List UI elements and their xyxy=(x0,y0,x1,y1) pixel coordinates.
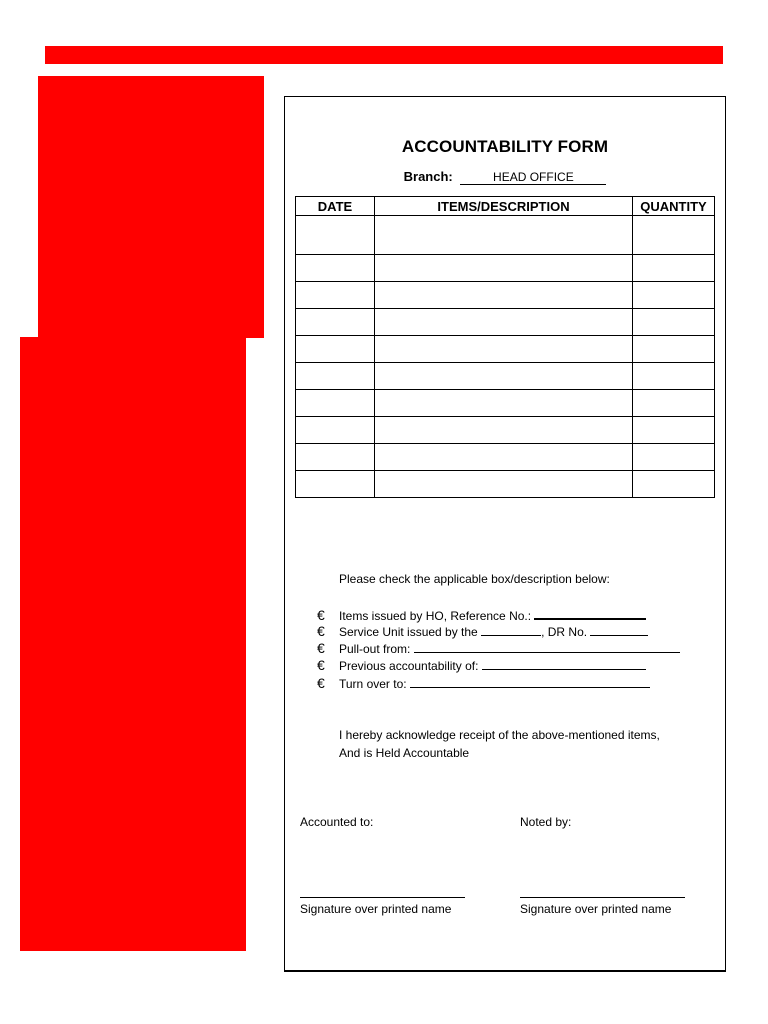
accounted-to-label: Accounted to: xyxy=(300,815,374,829)
quantity-cell[interactable] xyxy=(633,363,715,390)
date-cell[interactable] xyxy=(296,255,375,282)
checklist-item-service-unit[interactable] xyxy=(317,623,648,639)
description-cell[interactable] xyxy=(375,363,633,390)
column-header-quantity: QUANTITY xyxy=(633,197,715,216)
branch-line xyxy=(285,169,725,185)
previous-accountability-blank[interactable] xyxy=(482,657,646,670)
signature-caption-noted: Signature over printed name xyxy=(520,902,672,916)
checklist-label: Items issued by HO, Reference No.: xyxy=(339,609,532,623)
date-cell[interactable] xyxy=(296,390,375,417)
checklist-item-pull-out[interactable] xyxy=(317,640,680,656)
euro-sign-icon: € xyxy=(317,607,325,623)
table-row xyxy=(296,309,715,336)
description-cell[interactable] xyxy=(375,255,633,282)
table-row xyxy=(296,363,715,390)
signature-line-noted[interactable] xyxy=(520,897,685,898)
checklist-label: Pull-out from: xyxy=(339,642,411,656)
table-row xyxy=(296,417,715,444)
branch-label: Branch: xyxy=(403,169,453,184)
dr-no-blank[interactable] xyxy=(590,623,648,636)
euro-sign-icon: € xyxy=(317,640,325,656)
checklist-item-previous-accountability[interactable] xyxy=(317,657,646,673)
checklist-label: Service Unit issued by the xyxy=(339,625,478,639)
euro-sign-icon: € xyxy=(317,657,325,673)
check-instruction: Please check the applicable box/description below: xyxy=(339,572,610,586)
quantity-cell[interactable] xyxy=(633,216,715,255)
form-title: ACCOUNTABILITY FORM xyxy=(401,137,609,156)
quantity-cell[interactable] xyxy=(633,309,715,336)
date-cell[interactable] xyxy=(296,336,375,363)
quantity-cell[interactable] xyxy=(633,390,715,417)
description-cell[interactable] xyxy=(375,309,633,336)
noted-by-label: Noted by: xyxy=(520,815,572,829)
description-cell[interactable] xyxy=(375,336,633,363)
table-header-row xyxy=(296,197,715,216)
branch-field[interactable]: HEAD OFFICE xyxy=(460,170,606,185)
items-table xyxy=(295,196,715,498)
checklist-label: Previous accountability of: xyxy=(339,659,479,673)
description-cell[interactable] xyxy=(375,282,633,309)
signature-line-accounted[interactable] xyxy=(300,897,465,898)
quantity-cell[interactable] xyxy=(633,255,715,282)
table-row xyxy=(296,390,715,417)
description-cell[interactable] xyxy=(375,471,633,498)
issued-by-blank[interactable] xyxy=(481,623,541,636)
date-cell[interactable] xyxy=(296,363,375,390)
red-top-bar xyxy=(45,46,723,64)
column-header-date: DATE xyxy=(296,197,375,216)
checklist-label-dr: , DR No. xyxy=(541,625,588,639)
red-decor-block-upper xyxy=(38,76,264,338)
checklist-label: Turn over to: xyxy=(339,677,407,691)
description-cell[interactable] xyxy=(375,417,633,444)
euro-sign-icon: € xyxy=(317,675,325,691)
reference-no-blank[interactable] xyxy=(534,606,646,620)
turn-over-to-blank[interactable] xyxy=(410,675,650,688)
table-row xyxy=(296,282,715,309)
description-cell[interactable] xyxy=(375,216,633,255)
table-row xyxy=(296,444,715,471)
acknowledgement-line-2: And is Held Accountable xyxy=(339,746,470,760)
checklist-item-turn-over[interactable] xyxy=(317,675,650,691)
checklist-item-reference[interactable] xyxy=(317,606,646,623)
table-row xyxy=(296,471,715,498)
table-row xyxy=(296,216,715,255)
description-cell[interactable] xyxy=(375,390,633,417)
quantity-cell[interactable] xyxy=(633,336,715,363)
acknowledgement-line-1: I hereby acknowledge receipt of the above-mentioned items, xyxy=(339,728,660,742)
date-cell[interactable] xyxy=(296,309,375,336)
quantity-cell[interactable] xyxy=(633,471,715,498)
date-cell[interactable] xyxy=(296,282,375,309)
red-decor-block-lower xyxy=(20,337,246,951)
quantity-cell[interactable] xyxy=(633,417,715,444)
accountability-form xyxy=(284,96,726,972)
date-cell[interactable] xyxy=(296,216,375,255)
date-cell[interactable] xyxy=(296,444,375,471)
description-cell[interactable] xyxy=(375,444,633,471)
euro-sign-icon: € xyxy=(317,623,325,639)
table-row xyxy=(296,255,715,282)
quantity-cell[interactable] xyxy=(633,282,715,309)
date-cell[interactable] xyxy=(296,417,375,444)
pull-out-from-blank[interactable] xyxy=(414,640,680,653)
date-cell[interactable] xyxy=(296,471,375,498)
signature-caption-accounted: Signature over printed name xyxy=(300,902,452,916)
table-row xyxy=(296,336,715,363)
quantity-cell[interactable] xyxy=(633,444,715,471)
column-header-items-description: ITEMS/DESCRIPTION xyxy=(375,197,633,216)
